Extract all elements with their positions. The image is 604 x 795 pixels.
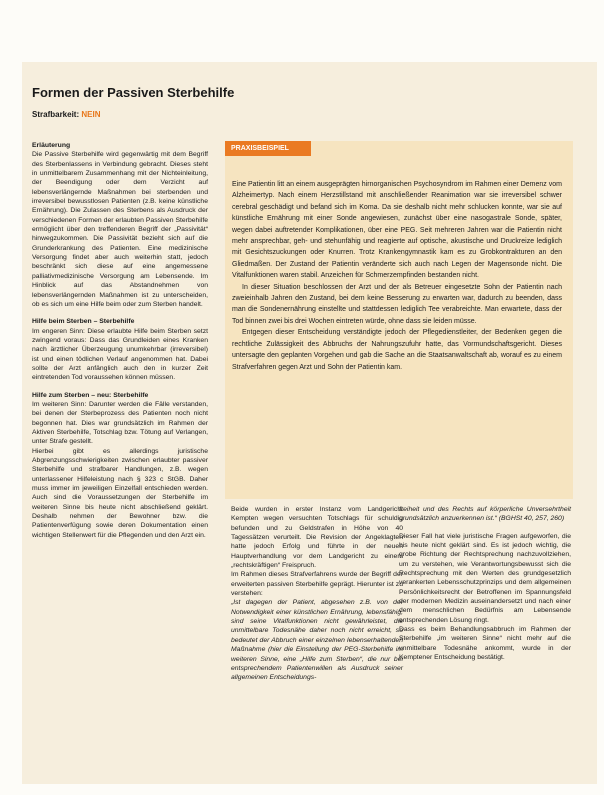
page-title: Formen der Passiven Sterbehilfe <box>32 85 235 100</box>
praxisbeispiel-badge: PRAXISBEISPIEL <box>225 141 311 156</box>
paragraph: Entgegen dieser Entscheidung verständigte jedoch der Pflegedienstleiter, der Bedenken gegen die rechtliche Zulässigkeit des Abbruchs der Nahrungszufuhr hatte, das Vormundschaftsgericht. Dieses untersagte den geplanten Vorgehen und gab die Sache an die Staatsanwaltschaft ab, worauf es zu einem Strafverfahren gegen Arzt und Sohn der Patientin kam. <box>232 329 562 371</box>
paragraph: Eine Patientin litt an einem ausgeprägten hirnorganischen Psychosyndrom im Rahmen einer Demenz vom Alzheimertyp. Nach einem Herzstillstand mit anschließender Reanimation war sie irreversibel schwer cerebral geschädigt und befand sich im Koma. Da sie deshalb nicht mehr schlucken konnte, war sie auf künstliche Ernährung mit einer Sonde angewiesen, zunächst über eine nasogastrale Sonde, später, wegen dabei auftretender Komplikationen, über eine PEG. Seit mehreren Jahren war die Patientin nicht mehr ansprechbar, geh- und stehunfähig und reagierte auf optische, akustische und Druckreize lediglich mit Gesichtszuckungen oder Knurren. Trotz Krankengymnastik kam es zu Grobkontrakturen an den Gliedmaßen. Der Zustand der Patientin veränderte sich auch nach Legen der Magensonde nicht. Die Vitalfunktionen waren stabil. Anzeichen für Schmerzempfinden bestanden nicht. <box>232 181 562 280</box>
strafbarkeit-label: Strafbarkeit: <box>32 110 80 119</box>
strafbarkeit-value: NEIN <box>81 110 101 119</box>
section-heading: Hilfe zum Sterben – neu: Sterbehilfe <box>32 391 149 399</box>
paragraph: Hierbei gibt es allerdings juristische Abgrenzungsschwierigkeiten zwischen erlaubter passiver Sterbehilfe und strafbarer Handlungen, z.B. wegen unterlassener Hilfeleistung nach § 323 c StGB. Daher muss immer im jeweiligen Einzelfall entschieden werden. Auch sind die Voraussetzungen der Sterbehilfe im weiteren Sinne bis heute nicht abschließend geklärt. Deshalb nehmen der Bewohner bzw. die Patientenverfügung sowie deren Dokumentation einen wichtigen Stellenwert für die Pflegenden und den Arzt ein. <box>32 447 208 539</box>
paragraph: In dieser Situation beschlossen der Arzt und der als Betreuer eingesetzte Sohn der Patientin nach zweieinhalb Jahren den Zustand, bei dem keine Besserung zu erwarten war, dadurch zu beenden, dass man die Sondenernährung einstellte und stattdessen lediglich Tee verabreichte. Man erwartete, dass der Tod binnen zwei bis drei Wochen eintreten würde, ohne dass sie leiden müsse. <box>232 283 562 325</box>
strafbarkeit-line <box>32 110 100 119</box>
paragraph: Im Rahmen dieses Strafverfahrens wurde der Begriff der erweiterten passiven Sterbehilfe geprägt. Hierunter ist zu verstehen: <box>231 571 403 598</box>
quote: „Ist dagegen der Patient, abgesehen z.B. von der Notwendigkeit einer künstlichen Ernährung, lebensfähig, sind seine Vitalfunktionen nicht gewährleistet, die unmittelbare Todesnähe daher noch nicht erreicht, so bedeutet der Abbruch einer einzelnen lebenserhaltenden Maßnahme (hier die Einstellung der PEG-Sterbehilfe im weiteren Sinne, eine „Hilfe zum Sterben“, die nur bei entsprechendem Patientenwillen als Ausdruck seiner allgemeinen Entscheidungs- <box>231 599 403 682</box>
paragraph: Im weiteren Sinn: Darunter werden die Fälle verstanden, bei denen der Sterbeprozess des Patienten noch nicht begonnen hat. Dies war grundsätzlich im Rahmen der Aktiven Sterbehilfe, Totschlag bzw. Tötung auf Verlangen, unter Strafe gestellt. <box>32 400 208 446</box>
left-column <box>32 141 208 540</box>
paragraph: Die Passive Sterbehilfe wird gegenwärtig mit dem Begriff des Sterbenlassens in Verbindung gebracht. Dieses steht in unmittelbarem Zusammenhang mit der Nichteinleitung, der Beendigung oder dem Verzicht auf lebensverlängernde Maßnahmen bei sterbenden und irreversibel bewusstlosen Patienten (z.B. keine künstliche Ernährung). Die Zulassen des Sterbens als Ausdruck der verschiedenen Formen der erlaubten Passiven Sterbehilfe ermöglicht über den treffenderen Begriff der „Passivität“ hinwegzukommen. Die Passivität bezieht sich auf die Grunderkrankung des Patienten. Eine medizinische Versorgung findet aber auch weiterhin statt, jedoch beschränkt sich diese auf eine angemessene palliativmedizinische Versorgung am Lebensende. Im Hinblick auf das Abstandnehmen von lebensverlängernden Maßnahmen ist zu unterscheiden, ob es sich um eine Hilfe beim oder zum Sterben handelt. <box>32 151 208 308</box>
paragraph: Dass es beim Behandlungsabbruch im Rahmen der Sterbehilfe „im weiteren Sinne“ nicht mehr auf die unmittelbare Todesnähe ankommt, wurde in der Kemptener Entscheidung bestätigt. <box>399 626 571 662</box>
middle-column <box>231 505 403 683</box>
section-heading: Erläuterung <box>32 142 71 149</box>
paragraph: Beide wurden in erster Instanz vom Landgericht Kempten wegen versuchten Totschlags für schuldig befunden und zu Geldstrafen in Höhe von 40 Tagessätzen verurteilt. Die Revision der Angeklagten hatte jedoch Erfolg und führte in der neuen Hauptverhandlung vor dem Landgericht zu einem „rechtskräftigen“ Freispruch. <box>231 506 403 570</box>
right-column <box>399 505 571 663</box>
paragraph: Im engeren Sinn: Diese erlaubte Hilfe beim Sterben setzt zwingend voraus: Dass das Grundleiden eines Kranken nach ärztlicher Überzeugung unumkehrbar (irreversibel) ist und einen tödlichen Verlauf angenommen hat. Dabei sollte der Arzt anfänglich auch den in kurzer Zeit eintretenden Tod voraussehen können müssen. <box>32 327 208 382</box>
section-heading: Hilfe beim Sterben – Sterbehilfe <box>32 318 135 326</box>
praxisbeispiel-text <box>232 179 562 373</box>
quote: freiheit und des Rechts auf körperliche Unversehrtheit grundsätzlich anzuerkennen ist.“ (BGHSt 40, 257, 260) <box>399 506 571 523</box>
paragraph: Dieser Fall hat viele juristische Fragen aufgeworfen, die bis heute nicht geklärt sind. Es ist jedoch wichtig, die grobe Richtung der Rechtsprechung nachzuvollziehen, um zu verstehen, wie Verantwortungsbewusst sich die Rechtsprechung mit den Werten des grundgesetzlich verankerten Lebensschutzprinzips und dem allgemeinen Persönlichkeitsrecht der Betroffenen im Spannungsfeld der modernen Medizin auseinandersetzt und nach einer dem menschlichen Bedürfnis am Lebensende entsprechenden Lösung ringt. <box>399 532 571 624</box>
